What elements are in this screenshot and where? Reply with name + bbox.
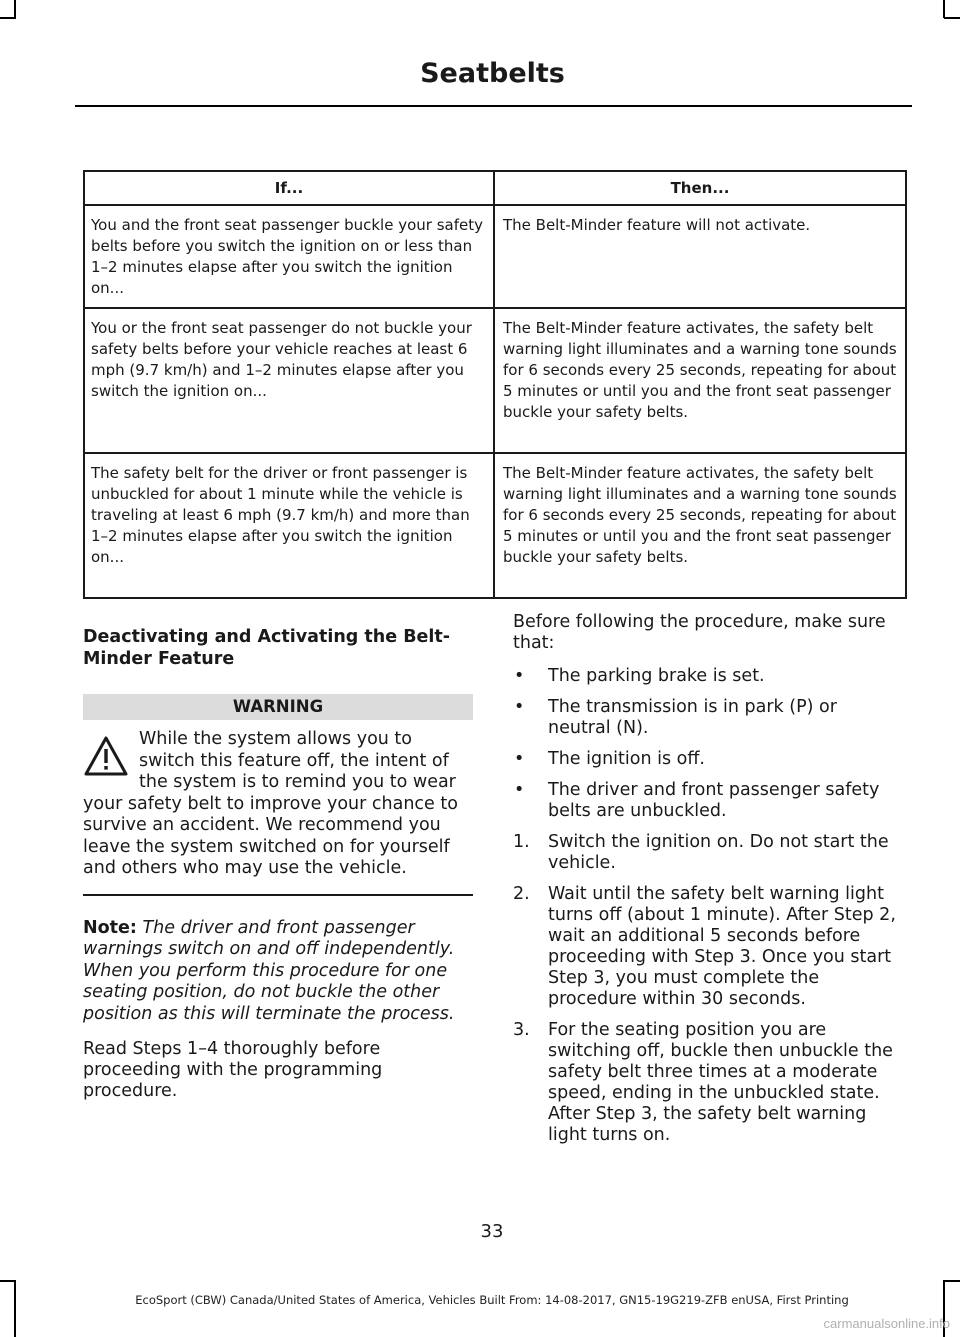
- procedure-intro: Before following the procedure, make sure that:: [513, 612, 886, 653]
- table-row: [84, 453, 906, 598]
- step-number: 2.: [513, 884, 530, 904]
- page-title: Seatbelts: [420, 58, 565, 89]
- step-text: Wait until the safety belt warning light turns off (about 1 minute). After Step 2, wait an additional 5 seconds before proceeding with Step 3. Once you start Step 3, you must complete the procedure within 30 seconds.: [548, 884, 896, 1009]
- list-item-text: The ignition is off.: [548, 749, 705, 769]
- note-label: Note:: [83, 917, 137, 938]
- crop-mark: [0, 17, 16, 19]
- crop-mark: [944, 17, 960, 19]
- table-row: [84, 308, 906, 453]
- list-item-text: The transmission is in park (P) or neutral (N).: [548, 697, 837, 738]
- table-cell-then: The Belt-Minder feature activates, the safety belt warning light illuminates and a warning tone sounds for 6 seconds every 25 seconds, repeating for about 5 minutes or until you and the front seat passenger buckle your safety belts.: [494, 308, 906, 453]
- section-heading: Deactivating and Activating the Belt-Minder Feature: [83, 627, 451, 669]
- list-item-text: The driver and front passenger safety belts are unbuckled.: [548, 780, 880, 821]
- crop-mark: [0, 1280, 16, 1282]
- warning-divider: [83, 894, 473, 896]
- bullet-mark: •: [514, 666, 525, 686]
- table-cell-if: You and the front seat passenger buckle your safety belts before you switch the ignition on or less than 1–2 minutes elapse after you switch the ignition on...: [84, 205, 494, 308]
- bullet-mark: •: [514, 749, 525, 769]
- right-column: [513, 612, 905, 1156]
- crop-mark: [14, 1280, 16, 1337]
- crop-mark: [944, 1280, 960, 1282]
- column-header-if: If...: [84, 171, 494, 205]
- belt-minder-table: [83, 170, 907, 599]
- step-text: Switch the ignition on. Do not start the vehicle.: [548, 832, 889, 873]
- table-cell-if: You or the front seat passenger do not buckle your safety belts before your vehicle reaches at least 6 mph (9.7 km/h) and 1–2 minutes elapse after you switch the ignition on...: [84, 308, 494, 453]
- warning-box: [83, 729, 473, 880]
- step-number: 3.: [513, 1020, 530, 1040]
- page-number: 33: [480, 1221, 504, 1242]
- page-footer: EcoSport (CBW) Canada/United States of America, Vehicles Built From: 14-08-2017, GN15-19G219-ZFB enUSA, First Printing: [135, 1293, 849, 1307]
- crop-mark: [943, 0, 945, 18]
- note: [83, 918, 473, 1026]
- list-item: [513, 697, 905, 739]
- table-cell-then: The Belt-Minder feature activates, the safety belt warning light illuminates and a warning tone sounds for 6 seconds every 25 seconds, repeating for about 5 minutes or until you and the front seat passenger buckle your safety belts.: [494, 453, 906, 598]
- warning-header: WARNING: [83, 694, 473, 720]
- bullet-mark: •: [514, 780, 525, 800]
- table-row: [84, 205, 906, 308]
- precondition-list: [513, 666, 905, 822]
- list-item-text: The parking brake is set.: [548, 666, 765, 686]
- step-item: [513, 884, 905, 1010]
- note-text: The driver and front passenger warnings switch on and off independently. When you perform this procedure for one seating position, do not buckle the other position as this will terminate the process.: [83, 917, 455, 1024]
- warning-triangle-icon: [83, 735, 129, 777]
- table-cell-if: The safety belt for the driver or front passenger is unbuckled for about 1 minute while the vehicle is traveling at least 6 mph (9.7 km/h) and more than 1–2 minutes elapse after you switch the ignition on...: [84, 453, 494, 598]
- step-item: [513, 832, 905, 874]
- table-header-row: [84, 171, 906, 205]
- left-column: [83, 626, 473, 1102]
- step-item: [513, 1020, 905, 1146]
- column-header-then: Then...: [494, 171, 906, 205]
- list-item: [513, 666, 905, 687]
- step-text: For the seating position you are switching off, buckle then unbuckle the safety belt three times at a moderate speed, ending in the unbuckled state. After Step 3, the safety belt warning light turns on.: [548, 1020, 893, 1145]
- crop-mark: [14, 0, 16, 18]
- list-item: [513, 780, 905, 822]
- list-item: [513, 749, 905, 770]
- title-divider: [75, 105, 912, 107]
- bullet-mark: •: [514, 697, 525, 717]
- watermark: carmanualsonline.info: [823, 1316, 950, 1331]
- table-cell-then: The Belt-Minder feature will not activate.: [494, 205, 906, 308]
- read-steps-paragraph: Read Steps 1–4 thoroughly before proceeding with the programming procedure.: [83, 1039, 383, 1101]
- warning-text: While the system allows you to switch this feature off, the intent of the system is to remind you to wear your safety belt to improve your chance to survive an accident. We recommend you leave the system switched on for yourself and others who may use the vehicle.: [83, 729, 458, 878]
- step-number: 1.: [513, 832, 530, 852]
- steps-list: [513, 832, 905, 1146]
